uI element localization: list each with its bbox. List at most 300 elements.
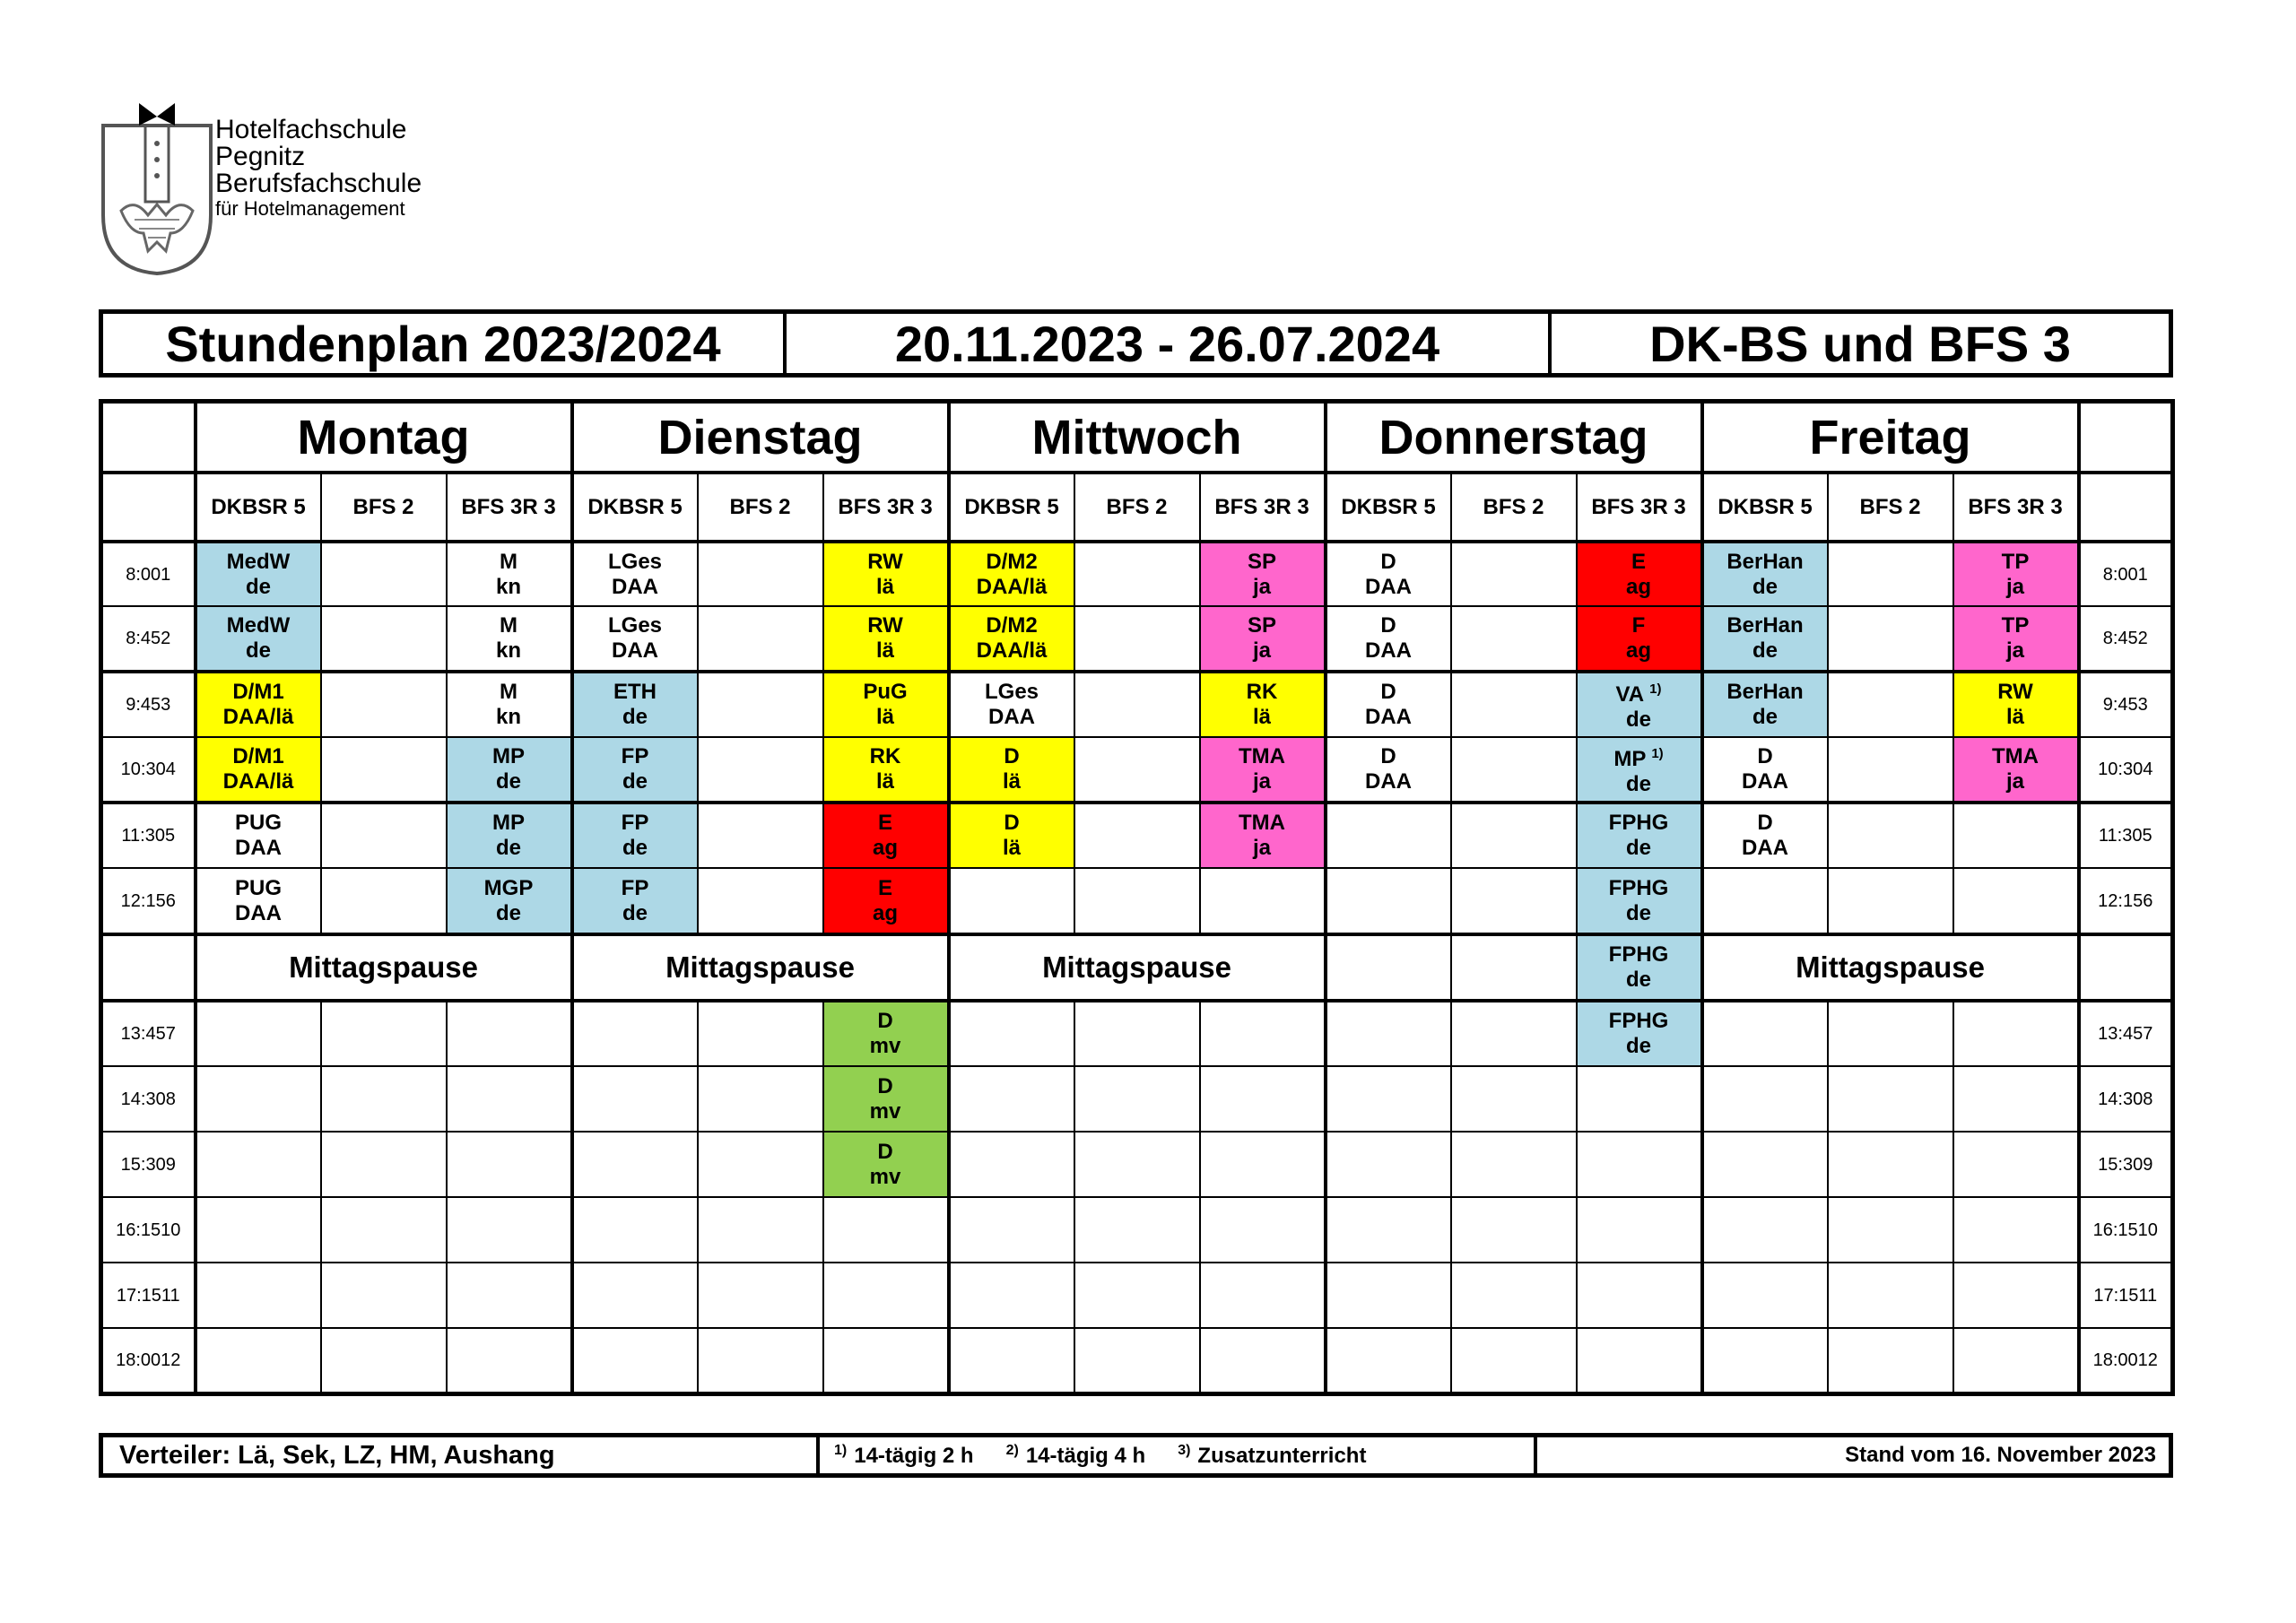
teacher: DAA <box>1365 574 1412 599</box>
group-room: R 5 <box>272 494 306 519</box>
period-number: 8 <box>2143 1089 2153 1109</box>
lesson-cell <box>196 606 321 672</box>
subject <box>951 550 1074 575</box>
footnote-mark: 3) <box>1178 1442 1191 1458</box>
group-room: R 3 <box>522 494 556 519</box>
lesson-cell <box>1953 803 2079 868</box>
subject-code: PuG <box>863 680 908 704</box>
group-header <box>1074 473 1200 542</box>
subject <box>574 811 697 836</box>
period-number: 1 <box>2137 564 2148 585</box>
lesson-cell <box>196 1001 321 1066</box>
subject-code: MP <box>492 744 525 768</box>
period-start: 12:15 <box>2098 890 2144 911</box>
lesson-cell <box>823 868 949 934</box>
group-header <box>1828 473 1953 542</box>
lesson-cell <box>1200 1066 1326 1132</box>
lesson-cell <box>572 868 698 934</box>
period-row <box>101 868 2173 934</box>
teacher: lä <box>1002 836 1021 860</box>
lesson-cell <box>1326 606 1451 672</box>
period-start: 17:15 <box>2093 1285 2139 1306</box>
period-number: 4 <box>165 759 176 779</box>
lesson-cell <box>1074 1066 1200 1132</box>
lesson-cell <box>698 1197 823 1263</box>
lesson-cell <box>1074 803 1200 868</box>
subject <box>448 876 570 901</box>
lunch-break: Mittagspause <box>1702 934 2079 1001</box>
lesson-cell <box>1828 1197 1953 1263</box>
lesson-cell <box>1326 737 1451 803</box>
group-name: DKBS <box>1718 494 1779 519</box>
period-time <box>101 606 196 672</box>
subject <box>1578 1009 1700 1034</box>
subject-code: D <box>1004 744 1020 768</box>
lesson-cell <box>1451 1197 1577 1263</box>
period-number: 10 <box>2137 1219 2158 1240</box>
lesson-cell <box>1577 868 1702 934</box>
group-room: R 3 <box>2029 494 2063 519</box>
group-name: BFS 3 <box>1591 494 1653 519</box>
lesson-cell <box>1200 1197 1326 1263</box>
footnote-text: Zusatzunterricht <box>1197 1443 1367 1468</box>
subject <box>197 613 320 638</box>
lunch-break-row <box>101 934 2173 1001</box>
lesson-cell <box>1702 1132 1828 1197</box>
subject-code: M <box>500 613 517 638</box>
subject-code: FP <box>621 875 649 900</box>
subject-code: TMA <box>1992 744 2039 768</box>
teacher: de <box>1625 1034 1651 1058</box>
subject <box>1201 744 1324 769</box>
lesson-cell <box>949 606 1074 672</box>
lesson-cell <box>196 1328 321 1393</box>
lesson-cell <box>1702 803 1828 868</box>
lesson-cell <box>447 606 572 672</box>
lesson-cell <box>949 672 1074 737</box>
lesson-cell <box>1828 1328 1953 1393</box>
lesson-cell <box>698 1066 823 1132</box>
subject-code: PUG <box>234 811 282 835</box>
lesson-cell <box>1702 606 1828 672</box>
teacher: DAA <box>612 638 658 663</box>
period-number: 3 <box>2137 695 2148 715</box>
subject <box>1954 550 2077 575</box>
lesson-cell <box>1828 737 1953 803</box>
period-time <box>101 1263 196 1328</box>
group-header <box>949 473 1074 542</box>
teacher: DAA <box>988 705 1035 729</box>
period-start: 10:30 <box>120 759 166 779</box>
period-start: 16:15 <box>2092 1219 2138 1240</box>
period-number: 5 <box>164 826 176 846</box>
teacher: DAA/lä <box>222 769 294 794</box>
lesson-cell <box>196 737 321 803</box>
subject <box>1201 613 1324 638</box>
lesson-cell <box>823 803 949 868</box>
lesson-cell <box>1200 803 1326 868</box>
teacher: de <box>1625 836 1651 860</box>
subject-code: MedW <box>226 549 291 574</box>
lesson-cell <box>698 542 823 606</box>
lesson-cell <box>949 1328 1074 1393</box>
teacher: ja <box>1252 769 1271 794</box>
lesson-cell <box>321 542 447 606</box>
period-time <box>2079 672 2173 737</box>
lesson-cell <box>1702 1197 1828 1263</box>
subject <box>448 744 570 769</box>
period-time <box>101 737 196 803</box>
subject <box>1704 744 1827 769</box>
period-start: 18:00 <box>2092 1350 2138 1370</box>
lesson-cell <box>1702 1001 1828 1066</box>
subject-code: RK <box>869 744 901 768</box>
teacher: DAA <box>612 574 658 599</box>
lesson-cell <box>949 1066 1074 1132</box>
subject <box>824 613 947 638</box>
lesson-cell <box>321 737 447 803</box>
subject <box>197 680 320 705</box>
subject-code: D <box>1004 811 1020 835</box>
subject <box>824 811 947 836</box>
lesson-cell <box>949 737 1074 803</box>
lesson-cell <box>321 1263 447 1328</box>
subject-code: TP <box>2001 549 2030 574</box>
subject-code: D <box>1380 549 1396 574</box>
subject-code: FPHG <box>1608 942 1669 967</box>
teacher: mv <box>869 1098 901 1124</box>
subject-code: FPHG <box>1608 811 1669 835</box>
lesson-cell <box>196 672 321 737</box>
subject <box>824 744 947 769</box>
subject <box>1327 613 1450 638</box>
subject-code: RW <box>867 549 903 574</box>
subject-code: D <box>877 1139 893 1164</box>
teacher: lä <box>875 769 894 794</box>
lesson-cell <box>1577 606 1702 672</box>
lesson-cell <box>1577 1263 1702 1328</box>
period-time <box>101 1132 196 1197</box>
lesson-cell <box>1953 1132 2079 1197</box>
teacher: lä <box>1252 705 1271 729</box>
subject-code: D/M2 <box>986 549 1038 574</box>
subject <box>1327 744 1450 769</box>
period-time <box>2079 606 2173 672</box>
teacher: DAA <box>1365 769 1412 794</box>
subject-code: TMA <box>1239 811 1285 835</box>
period-time <box>2079 803 2173 868</box>
lesson-cell <box>1577 1132 1702 1197</box>
teacher: ja <box>2005 574 2024 599</box>
period-start: 8:45 <box>126 629 161 648</box>
day-header: Montag <box>196 402 572 473</box>
lesson-cell <box>1200 737 1326 803</box>
subject <box>1954 744 2077 769</box>
lesson-cell <box>1451 542 1577 606</box>
lesson-cell <box>1200 542 1326 606</box>
teacher: de <box>1752 638 1778 663</box>
period-row <box>101 1197 2173 1263</box>
lesson-cell <box>698 1001 823 1066</box>
subject-code: BerHan <box>1726 549 1804 574</box>
lesson-cell <box>1953 868 2079 934</box>
subject-code: FPHG <box>1608 875 1669 900</box>
period-number: 8 <box>165 1089 176 1109</box>
lesson-cell <box>1326 803 1451 868</box>
period-number: 3 <box>161 695 171 715</box>
lesson-cell <box>1702 542 1828 606</box>
lesson-cell <box>1451 1001 1577 1066</box>
subject-code: MP <box>1613 747 1647 771</box>
subject <box>1578 942 1700 968</box>
lesson-cell <box>1200 1001 1326 1066</box>
period-time <box>2079 1132 2173 1197</box>
period-start: 13:45 <box>2098 1024 2144 1044</box>
lesson-cell <box>1953 672 2079 737</box>
teacher: de <box>495 769 521 794</box>
subject-code: PUG <box>234 875 282 900</box>
lesson-cell <box>572 542 698 606</box>
subject-code: TP <box>2001 613 2030 638</box>
lesson-cell <box>698 1263 823 1328</box>
subject-code: TMA <box>1239 744 1285 768</box>
subject <box>951 613 1074 638</box>
teacher: DAA <box>1742 769 1788 794</box>
lesson-cell <box>1074 542 1200 606</box>
lesson-cell <box>698 1328 823 1393</box>
group-name: BFS 3 <box>1214 494 1276 519</box>
lesson-cell <box>823 1001 949 1066</box>
subject <box>448 811 570 836</box>
lesson-cell <box>447 1066 572 1132</box>
teacher: kn <box>495 638 521 663</box>
teacher: de <box>495 836 521 860</box>
group-header <box>1577 473 1702 542</box>
teacher: ja <box>1252 574 1271 599</box>
teacher: de <box>1625 772 1651 796</box>
period-number: 2 <box>161 629 171 648</box>
logo-line-2: Pegnitz <box>215 142 306 171</box>
period-row <box>101 803 2173 868</box>
period-time <box>2079 1263 2173 1328</box>
teacher: DAA <box>235 900 282 925</box>
subject-code: M <box>500 549 517 574</box>
group-name: BFS 2 <box>352 494 414 519</box>
lesson-cell <box>1326 672 1451 737</box>
subject <box>197 550 320 575</box>
subject <box>1954 613 2077 638</box>
subject <box>1327 550 1450 575</box>
footnote-mark: 1) <box>834 1442 848 1458</box>
period-time <box>2079 1328 2173 1393</box>
distribution-list: Verteiler: Lä, Sek, LZ, HM, Aushang <box>103 1437 820 1473</box>
teacher: lä <box>875 705 894 729</box>
logo-line-4: für Hotelmanagement <box>215 197 405 220</box>
period-time <box>2079 542 2173 606</box>
lesson-cell <box>196 1197 321 1263</box>
lesson-cell <box>698 868 823 934</box>
lesson-cell <box>698 606 823 672</box>
lesson-cell <box>1702 737 1828 803</box>
title-bar <box>99 309 2173 378</box>
group-header <box>321 473 447 542</box>
teacher: DAA/lä <box>222 705 294 729</box>
group-room: R 3 <box>1275 494 1309 519</box>
lesson-cell <box>196 1066 321 1132</box>
period-number: 6 <box>165 890 176 911</box>
group-room: R 3 <box>899 494 933 519</box>
footnote-text: 14-tägig 2 h <box>854 1443 974 1468</box>
group-name: BFS 3 <box>1968 494 2030 519</box>
teacher: de <box>1625 968 1651 992</box>
lesson-cell <box>447 1132 572 1197</box>
period-start: 9:45 <box>126 695 161 715</box>
group-header <box>1451 473 1577 542</box>
group-name: DKBS <box>964 494 1026 519</box>
subject <box>824 876 947 901</box>
subject-code: LGes <box>984 680 1039 704</box>
period-row <box>101 542 2173 606</box>
subject <box>951 680 1074 705</box>
timetable <box>99 399 2175 1396</box>
group-name: DKBS <box>587 494 649 519</box>
lesson-cell <box>1451 737 1577 803</box>
teacher: de <box>1625 900 1651 925</box>
lesson-cell <box>321 803 447 868</box>
subject-code: LGes <box>607 549 663 574</box>
lesson-cell <box>1828 1132 1953 1197</box>
lesson-cell <box>196 1263 321 1328</box>
period-time <box>101 542 196 606</box>
teacher: de <box>245 574 271 599</box>
lesson-cell <box>447 868 572 934</box>
lesson-cell <box>321 672 447 737</box>
lesson-cell <box>1828 1263 1953 1328</box>
lesson-cell <box>949 1197 1074 1263</box>
subject <box>1578 876 1700 901</box>
subject <box>824 680 947 705</box>
period-start: 14:30 <box>2098 1089 2144 1109</box>
teacher: de <box>622 900 648 925</box>
teacher: DAA/lä <box>976 574 1048 599</box>
subject <box>1954 680 2077 705</box>
lesson-cell <box>1451 1132 1577 1197</box>
teacher: ja <box>2005 769 2024 794</box>
period-start: 8:00 <box>2102 564 2138 585</box>
lesson-cell <box>1200 1328 1326 1393</box>
logo-line-3: Berufsfachschule <box>215 169 422 198</box>
subject <box>951 744 1074 769</box>
period-number: 11 <box>161 1285 180 1306</box>
lesson-cell <box>698 737 823 803</box>
period-row <box>101 1132 2173 1197</box>
lesson-cell <box>1953 1328 2079 1393</box>
subject <box>1704 613 1827 638</box>
day-header-row <box>101 402 2173 473</box>
subject-code: LGes <box>607 613 663 638</box>
subject-code: BerHan <box>1726 613 1804 638</box>
subject-code: D <box>877 1073 893 1098</box>
group-room: R 5 <box>1779 494 1813 519</box>
period-start: 18:00 <box>116 1350 161 1370</box>
period-time <box>101 868 196 934</box>
period-number: 1 <box>161 564 171 585</box>
period-start: 12:15 <box>120 890 166 911</box>
period-row <box>101 737 2173 803</box>
period-number: 12 <box>2137 1350 2158 1370</box>
subject-code: FPHG <box>1608 1009 1669 1033</box>
subject-code: D/M2 <box>986 613 1038 638</box>
period-time <box>101 1328 196 1393</box>
subject-code: E <box>877 811 892 835</box>
lesson-cell <box>1451 1263 1577 1328</box>
lesson-cell <box>1953 1263 2079 1328</box>
period-time <box>2079 737 2173 803</box>
period-row <box>101 1066 2173 1132</box>
group-header <box>1326 473 1451 542</box>
subject-code: FP <box>621 811 649 835</box>
group-name: BFS 2 <box>1483 494 1544 519</box>
subject <box>1578 742 1700 772</box>
lesson-cell <box>572 672 698 737</box>
lesson-cell <box>1074 868 1200 934</box>
period-number: 7 <box>2143 1024 2153 1044</box>
lesson-cell <box>572 1132 698 1197</box>
lesson-cell <box>1702 1263 1828 1328</box>
teacher: lä <box>875 638 894 663</box>
group-header <box>698 473 823 542</box>
subject <box>1201 550 1324 575</box>
period-time <box>101 1001 196 1066</box>
teacher: de <box>245 638 271 663</box>
period-number: 5 <box>2142 826 2152 846</box>
subject <box>951 811 1074 836</box>
subject-code: E <box>877 875 892 900</box>
lesson-cell <box>196 1132 321 1197</box>
period-row <box>101 672 2173 737</box>
lesson-cell <box>698 1132 823 1197</box>
subject <box>197 811 320 836</box>
subject-code: MedW <box>226 613 291 638</box>
group-name: BFS 2 <box>1859 494 1921 519</box>
group-header <box>1702 473 1828 542</box>
subject-code: VA <box>1615 682 1645 707</box>
subject <box>1201 680 1324 705</box>
lunch-break: Mittagspause <box>949 934 1326 1001</box>
subject <box>197 744 320 769</box>
subject <box>574 613 697 638</box>
day-header: Freitag <box>1702 402 2079 473</box>
lesson-cell <box>1451 672 1577 737</box>
subject-code: MP <box>492 811 525 835</box>
lesson-cell <box>572 1328 698 1393</box>
lesson-cell <box>1577 672 1702 737</box>
day-header: Donnerstag <box>1326 402 1702 473</box>
footnote-mark: 2) <box>1005 1442 1019 1458</box>
lesson-cell <box>1326 1132 1451 1197</box>
lesson-cell <box>1953 1197 2079 1263</box>
period-start: 16:15 <box>116 1219 161 1240</box>
lesson-cell <box>1577 1066 1702 1132</box>
teacher: de <box>622 705 648 729</box>
lesson-cell <box>1953 606 2079 672</box>
empty-cell <box>2079 934 2173 1001</box>
subject <box>448 680 570 705</box>
subject <box>574 680 697 705</box>
lesson-cell <box>447 1263 572 1328</box>
subject-code: D <box>1380 744 1396 768</box>
subject <box>197 876 320 901</box>
